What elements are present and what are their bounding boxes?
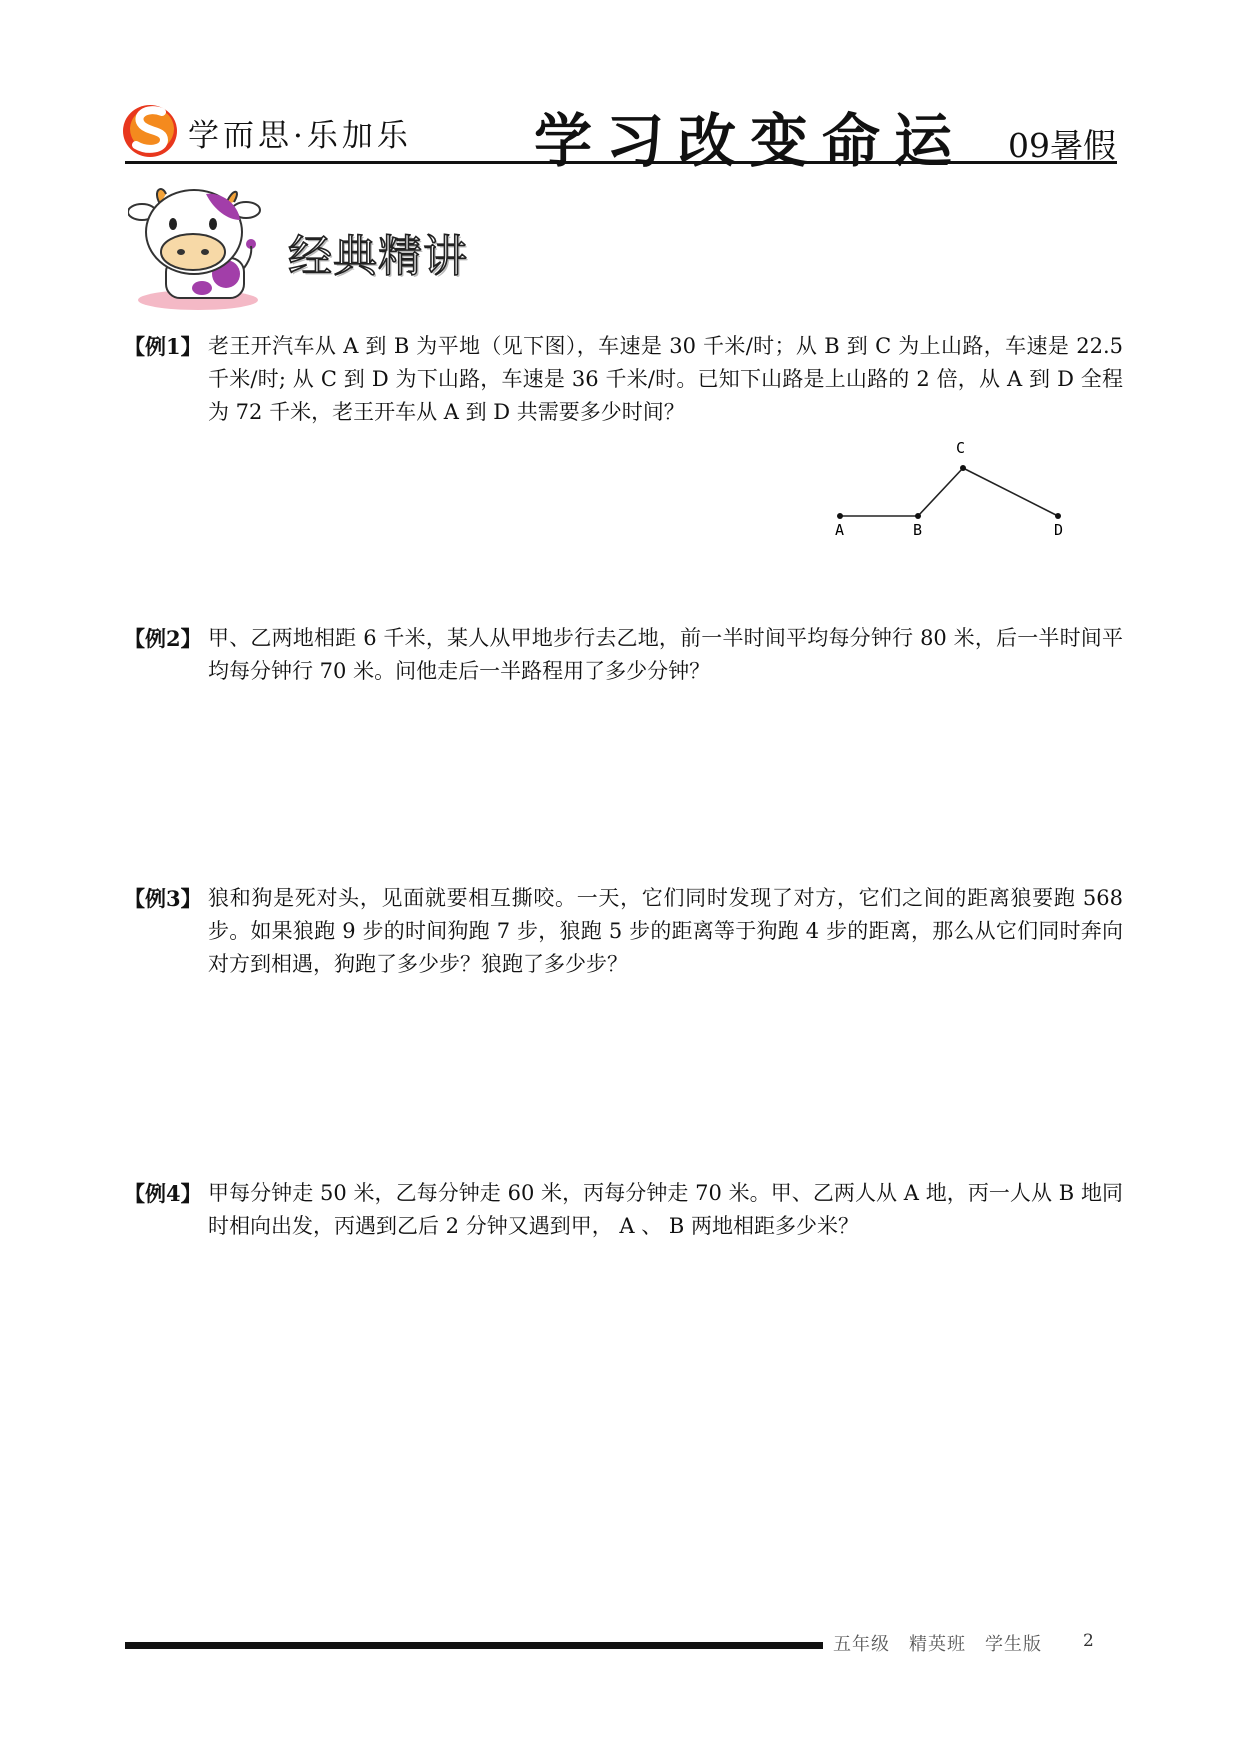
example-tag: 【例1】: [124, 334, 202, 359]
route-diagram: [828, 438, 1068, 542]
example-problem-4: [124, 1177, 1124, 1247]
page-number: 2: [1083, 1631, 1094, 1651]
point-b: [915, 513, 921, 519]
cow-mascot-icon: [128, 180, 278, 316]
point-d: [1055, 513, 1061, 519]
footer-label: 五年级 精英班 学生版: [833, 1634, 1042, 1655]
section-heading: [128, 180, 488, 316]
example-text: 老王开汽车从 A 到 B 为平地（见下图），车速是 30 千米/时；从 B 到 C 为上山路，车速是 22.5 千米/时; 从 C 到 D 为下山路，车速是 36 千米/时。已知下山路是上山路的 2 倍，从 A 到 D 全程为 72 千米，老王开车从 A 到 D 共需要多少时间？: [208, 334, 1123, 424]
logo-s-icon: [122, 98, 184, 160]
segment-bc: [918, 468, 963, 516]
example-tag: 【例4】: [124, 1181, 202, 1206]
header-divider: [125, 161, 1117, 164]
section-title: 经典精讲: [288, 231, 468, 282]
example-text: 甲、乙两地相距 6 千米，某人从甲地步行去乙地，前一半时间平均每分钟行 80 米，后一半时间平均每分钟行 70 米。问他走后一半路程用了多少分钟？: [208, 626, 1123, 683]
term-label: 09暑假: [1008, 126, 1116, 165]
point-c: [960, 465, 966, 471]
example-tag: 【例3】: [124, 886, 202, 911]
brand-name: 学而思·乐加乐: [188, 118, 412, 154]
footer-rule: [125, 1642, 823, 1649]
example-problem-3: [124, 882, 1124, 982]
page-header: [122, 92, 1122, 175]
example-problem-1: [124, 330, 1124, 430]
label-c: C: [956, 439, 966, 457]
point-a: [837, 513, 843, 519]
label-b: B: [913, 521, 923, 539]
label-a: A: [835, 521, 845, 539]
example-text: 甲每分钟走 50 米，乙每分钟走 60 米，丙每分钟走 70 米。甲、乙两人从 A 地，丙一人从 B 地同时相向出发，丙遇到乙后 2 分钟又遇到甲， A 、 B 两地相距多少米？: [208, 1181, 1123, 1238]
label-d: D: [1054, 521, 1064, 539]
page-slogan: 学习改变命运: [534, 107, 967, 175]
example-text: 狼和狗是死对头，见面就要相互撕咬。一天，它们同时发现了对方，它们之间的距离狼要跑 568 步。如果狼跑 9 步的时间狗跑 7 步，狼跑 5 步的距离等于狗跑 4 步的距离，那么从它们同时奔向对方到相遇，狗跑了多少步？狼跑了多少步？: [208, 886, 1123, 976]
example-problem-2: [124, 622, 1124, 692]
example-tag: 【例2】: [124, 626, 202, 651]
segment-cd: [963, 468, 1058, 516]
